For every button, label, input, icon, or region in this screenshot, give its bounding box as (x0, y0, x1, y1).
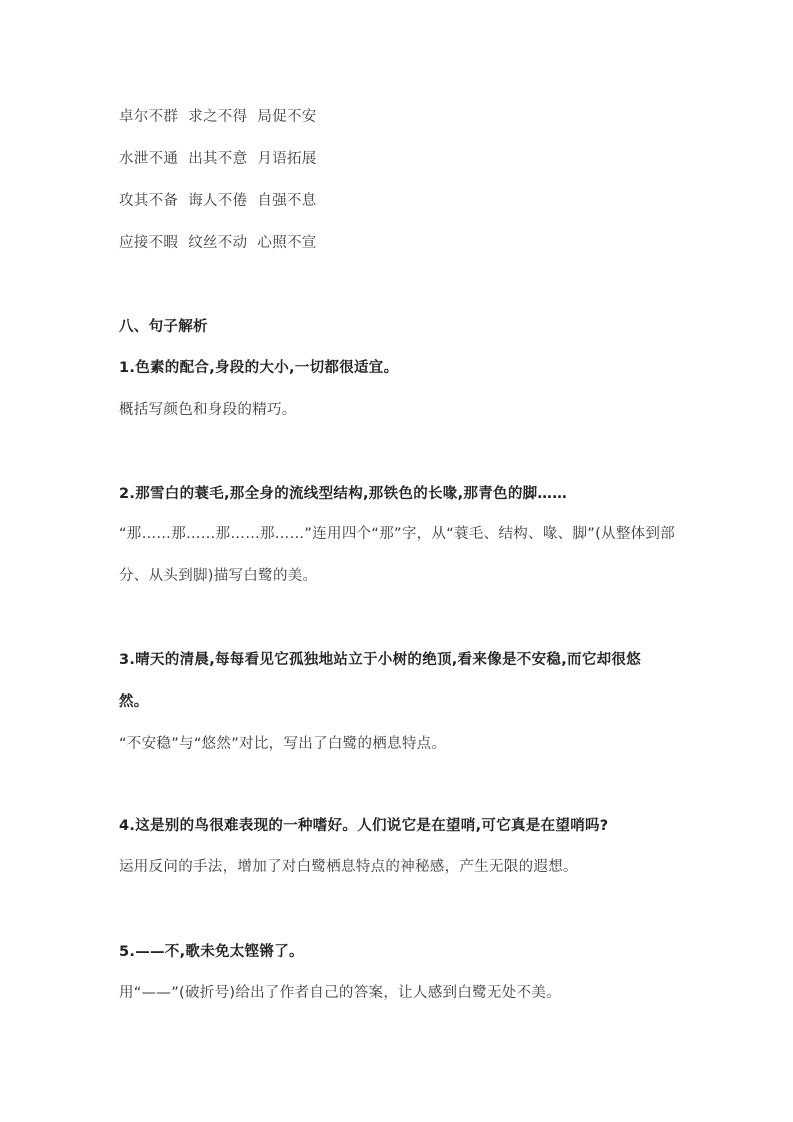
idiom-row (119, 107, 327, 127)
idiom-row (119, 191, 327, 211)
idiom: 心照不宣 (257, 235, 317, 251)
sentence-5: 5.——不,歌未免太铿锵了。 (119, 944, 304, 960)
section-heading: 八、句子解析 (119, 319, 208, 335)
sentence-2: 2.那雪白的蓑毛,那全身的流线型结构,那铁色的长喙,那青色的脚…… (119, 486, 568, 502)
idiom: 出其不意 (188, 151, 248, 167)
idiom: 应接不暇 (119, 235, 179, 251)
analysis-3: “不安稳”与“悠然”对比，写出了白鹭的栖息特点。 (119, 736, 447, 752)
idiom-row (119, 149, 327, 169)
analysis-4: 运用反问的手法，增加了对白鹭栖息特点的神秘感，产生无限的遐想。 (119, 859, 578, 875)
idiom: 攻其不备 (119, 193, 179, 209)
idiom: 局促不安 (257, 109, 317, 125)
idiom: 诲人不倦 (188, 193, 248, 209)
sentence-4: 4.这是别的鸟很难表现的一种嗜好。人们说它是在望哨,可它真是在望哨吗? (119, 818, 609, 834)
idiom: 月语拓展 (257, 151, 317, 167)
sentence-3-line-1: 3.晴天的清晨,每每看见它孤独地站立于小树的绝顶,看来像是不安稳,而它却很悠 (119, 652, 642, 668)
analysis-2-line-2: 分、从头到脚)描写白鹭的美。 (119, 568, 318, 584)
idiom: 自强不息 (257, 193, 317, 209)
idiom: 卓尔不群 (119, 109, 179, 125)
idiom: 纹丝不动 (188, 235, 248, 251)
idiom: 求之不得 (188, 109, 248, 125)
idiom-row (119, 233, 327, 253)
sentence-3-line-2: 然。 (119, 694, 149, 710)
sentence-1: 1.色素的配合,身段的大小,一切都很适宜。 (119, 360, 399, 376)
idiom: 水泄不通 (119, 151, 179, 167)
analysis-2-line-1: “那……那……那……那……”连用四个“那”字，从“蓑毛、结构、喙、脚”(从整体到部 (119, 526, 676, 542)
analysis-1: 概括写颜色和身段的精巧。 (119, 402, 297, 418)
analysis-5: 用“——”(破折号)给出了作者自己的答案，让人感到白鹭无处不美。 (119, 985, 561, 1001)
